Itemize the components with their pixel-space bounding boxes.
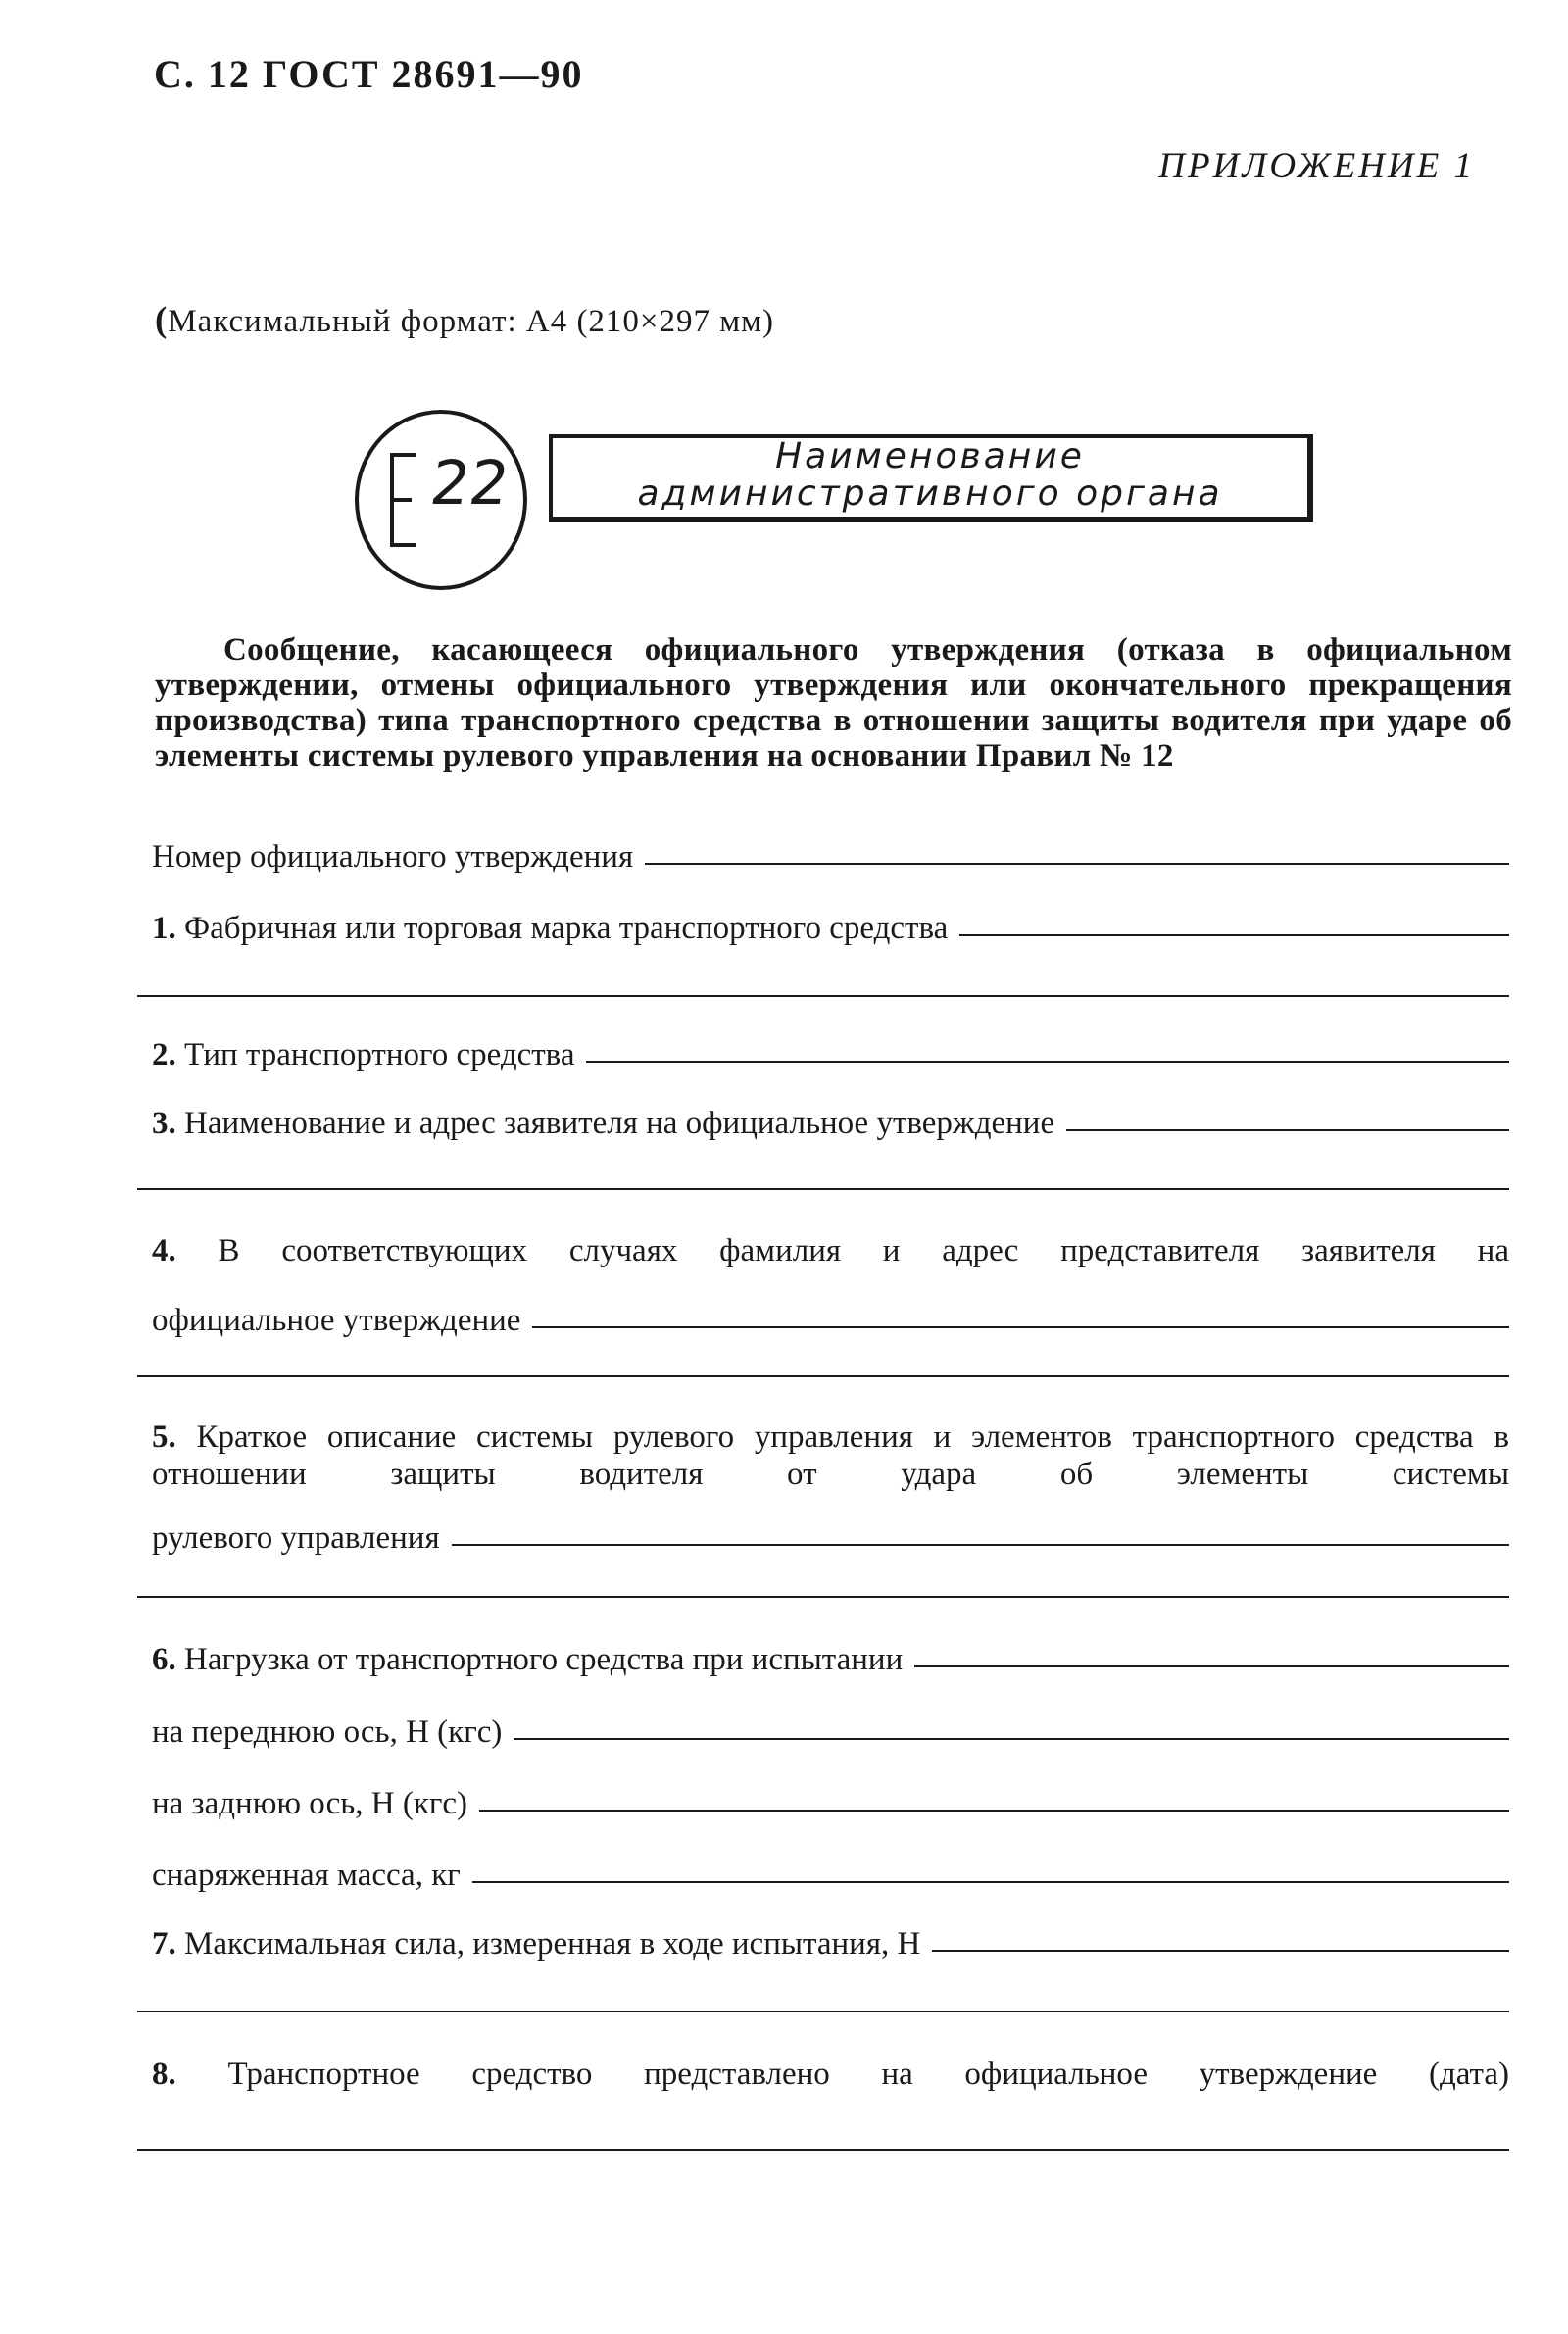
approval-mark-number: 22: [425, 447, 514, 519]
item-4-line-2: официальное утверждение: [152, 1303, 521, 1338]
item-6-row: [152, 1641, 1509, 1678]
approval-number-field[interactable]: [645, 863, 1509, 865]
item-3-row: [152, 1105, 1509, 1142]
bracket: (: [155, 300, 169, 340]
item-6-number: 6.: [152, 1642, 176, 1677]
max-format-note: [155, 299, 774, 341]
page-header: С. 12 ГОСТ 28691—90: [154, 52, 584, 96]
item-4-extra-line[interactable]: [137, 1375, 1509, 1377]
item-4-number: 4.: [152, 1233, 176, 1268]
item-8-number: 8.: [152, 2057, 176, 2092]
item-8-label: Транспортное средство представлено на официальное утверждение (дата): [227, 2057, 1510, 2092]
front-axle-row: [152, 1713, 1509, 1751]
item-1-extra-line[interactable]: [137, 995, 1509, 997]
authority-line-1: Наименование: [775, 436, 1085, 476]
item-1-row: [152, 910, 1509, 947]
item-7-label: Максимальная сила, измеренная в ходе испытания, Н: [184, 1926, 921, 1962]
item-3-extra-line[interactable]: [137, 1188, 1509, 1190]
front-axle-label: на переднюю ось, Н (кгс): [152, 1714, 503, 1750]
item-7-field[interactable]: [932, 1950, 1509, 1952]
item-7-row: [152, 1925, 1509, 1962]
max-format-label: Максимальный формат: А4 (210×297 мм): [168, 304, 775, 339]
item-7-extra-line[interactable]: [137, 2011, 1509, 2012]
rear-axle-field[interactable]: [479, 1810, 1509, 1812]
approval-number-label: Номер официального утверждения: [152, 839, 634, 874]
item-5-text: [152, 1418, 1509, 1493]
item-5-line-2: рулевого управления: [152, 1520, 440, 1556]
notice-title: Сообщение, касающееся официального утверждения (отказа в официальном утверждении, отмены официального утверждения или окончательного прекращения производства) типа транспортного средства в отношении защиты водителя при ударе об элементы системы рулевого управления на основании Правил № 12: [155, 632, 1512, 773]
authority-line-2: административного органа: [637, 473, 1223, 514]
item-8-field[interactable]: [137, 2149, 1509, 2151]
curb-mass-row: [152, 1857, 1509, 1894]
item-4-row: [152, 1302, 1509, 1339]
rear-axle-label: на заднюю ось, Н (кгс): [152, 1786, 468, 1821]
item-8-row: [152, 2056, 1509, 2093]
item-4-line-1: В соответствующих случаях фамилия и адрес представителя заявителя на: [218, 1233, 1509, 1268]
item-3-field[interactable]: [1066, 1129, 1509, 1131]
item-5-number: 5.: [152, 1419, 176, 1455]
item-2-row: [152, 1036, 1509, 1073]
item-6-label: Нагрузка от транспортного средства при испытании: [184, 1642, 904, 1677]
item-5-extra-line[interactable]: [137, 1596, 1509, 1598]
item-2-number: 2.: [152, 1037, 176, 1072]
item-5-field[interactable]: [452, 1544, 1509, 1546]
item-1-label: Фабричная или торговая марка транспортного средства: [184, 911, 949, 946]
item-5-row: [152, 1519, 1509, 1557]
item-1-number: 1.: [152, 911, 176, 946]
item-3-number: 3.: [152, 1106, 176, 1141]
curb-mass-field[interactable]: [472, 1881, 1509, 1883]
item-2-field[interactable]: [586, 1061, 1509, 1063]
item-6-field[interactable]: [914, 1665, 1509, 1667]
curb-mass-label: снаряженная масса, кг: [152, 1858, 461, 1893]
item-7-number: 7.: [152, 1926, 176, 1962]
appendix-title: ПРИЛОЖЕНИЕ 1: [1158, 146, 1475, 186]
item-2-label: Тип транспортного средства: [184, 1037, 575, 1072]
item-5-line-1: Краткое описание системы рулевого управления и элементов транспортного средства в отношении защиты водителя от удара об элементы системы: [152, 1419, 1509, 1492]
approval-number-row: [152, 838, 1509, 875]
rear-axle-row: [152, 1785, 1509, 1822]
front-axle-field[interactable]: [514, 1738, 1509, 1740]
authority-box: [549, 434, 1313, 522]
item-4-text: [152, 1232, 1509, 1269]
item-4-field[interactable]: [532, 1326, 1509, 1328]
approval-mark-letter-e: [390, 453, 417, 547]
item-1-field[interactable]: [959, 934, 1509, 936]
item-3-label: Наименование и адрес заявителя на официальное утверждение: [184, 1106, 1055, 1141]
